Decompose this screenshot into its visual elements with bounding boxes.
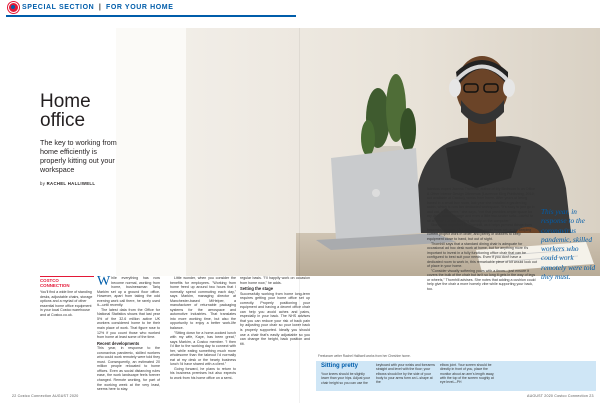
costco-connection-heading [40, 278, 70, 288]
body-paragraph: "Sitting down for a home-cooked lunch with my wife, Kaye, has been great," says Markim, a Costco member. "I then I'd like to the working day to connect with her, while eating something much more wholesome than the takeout I'd normally eat at my desk or the hearty business lunch I'd have shared with a client." [170, 330, 236, 367]
article-title [40, 92, 91, 130]
section-label: SPECIAL SECTION [22, 4, 95, 11]
body-paragraph: Going forward, he plans to return to his business premises but also expects to work from his home office on a semi- [170, 366, 236, 381]
byline [40, 181, 95, 186]
page-gutter [299, 28, 300, 403]
costco-logo-icon [8, 2, 19, 13]
body-paragraph: Successfully working from home long-term requires getting your home office set up correctly. Properly positioning your equipment and having a decent office chair can help you avoid aches and pains, especially in your back. The NHS advises that you can reduce your risk of back pain by adjusting your chair so your lower back is properly supported. Ideally you should use a chair that's easily adjustable so you can change the height, back position and tilt. [240, 291, 310, 346]
drop-cap: W [97, 274, 111, 289]
body-column-2 [170, 276, 236, 381]
sitting-pretty-col-2: keyboard with your wrists and forearms straight and level with the floor; your elbows should be by the side of your body to your arms form an L-shape at the [376, 363, 435, 385]
costco-connection-text: You'll find a wide line of standing desks, adjustable chairs, storage options and a myriad of other essential home office equipment in your local Costco warehouse and at Costco.co.uk. [40, 290, 93, 317]
byline-prefix: by [40, 181, 46, 186]
footer-left: 22 Costco Connection AUGUST 2020 [12, 394, 79, 398]
subhead-recent: Recent developments [97, 340, 140, 346]
body-paragraph: The latest data from the Office for National Statistics shows that last year 5% of the 32.6 million active UK workers considered home to be their main place of work. That figure rose to 12% if you count those who worked from home at least some of the time. [97, 307, 160, 340]
sitting-pretty-col-1: Your knees should be slightly lower than your hips. Adjust your chair height so you can use the [321, 372, 371, 385]
costco-connection-rule [40, 276, 94, 277]
right-column [427, 187, 537, 292]
subhead-setting: Setting the stage [240, 286, 273, 292]
byline-name: RACHEL HALLIWELL [46, 181, 96, 186]
header-rule [6, 15, 296, 17]
right-paragraph: Thornhill says that a standard dining chair is adequate for occasional ad hoc desk work at home, but for anything more it's important to invest in a fully functioning office chair that can be configured to best suit your needs. Even if you don't have a dedicated room to work in, this remarkable piece of kit would look out of place in your home. [427, 241, 537, 269]
sitting-pretty-col-3: elbow joint. Your screen should be directly in front of you, place the monitor about an arm's length away, with the top of the screen roughly at eye level—PH [440, 363, 495, 385]
section-topic: FOR YOUR HOME [105, 4, 174, 11]
right-paragraph: Interiors expert Joanna Thornhill, author of My Bedroom Is an Office & Other Interior Design Dilemmas (Laurence King Publishing, 2019; not available at Costco), works from home. After years of being based in a small box room, last year she installed a garden log cabin, which is now her dedicated workspace. "It's easy to just go in and out. A 15-metre," she says, "not that provides ample space for my desk, some storage and even a little two-seater sofa—useful to sit at when I'm not working directly on the computer." [427, 187, 536, 223]
body-column-1 [97, 276, 160, 392]
title-line-1: Home [40, 91, 91, 112]
footer-right: AUGUST 2020 Costco Connection 23 [527, 394, 594, 398]
cc-heading-line-2: CONNECTION [40, 283, 70, 288]
first-paragraph-text: hile everything has now become normal, working from home, businessman Tariq Markim set up a ground floor office. However, apart from taking the odd evening work call there, he rarely used it—until recently. [97, 276, 160, 308]
right-paragraph: Storage is important to Thornhill, as it helps prevent things from becoming chaotic. She has various paper trays set up for keeping current project work in order, and plenty of drawers to keep equipment close to hand, but out of sight. [427, 223, 532, 242]
sitting-pretty-title: Sitting pretty [321, 363, 358, 369]
pull-quote: This year, in response to the coronavirus pandemic, skilled workers who could work remotely were told they must. [541, 207, 596, 282]
section-header [22, 4, 174, 11]
body-paragraph: Little wonder, when you consider the benefits for employees. "Working from home freed up around two hours that I normally spend commuting each day," says Markim, managing director at Manchester-based MiHelper, a manufacturer of returnable packaging systems for the aerospace and automotive industries. That translates into more working time, but also the opportunity to enjoy a better work-life balance. [170, 276, 236, 331]
article-deck: The key to working from home efficiently is properly kitting out your workspace [40, 138, 117, 174]
photo-credit: Freelancer writer Rachel Halliwell works from her Cheshire home. [318, 354, 411, 358]
section-separator: | [98, 4, 102, 11]
right-paragraph: "Consider visually softening yours with a throw—just ensure it covers the bulk of the chair but isn't so long it gets in the way of legs or wheels," Thornhill advises. She notes that adding a cushion could help give the chair a more homely vibe while supporting your back, too. [427, 268, 536, 292]
body-paragraph: regular basis. "I'll happily work on occasion from home now," he adds. [240, 276, 310, 285]
title-line-2: office [40, 110, 86, 131]
body-paragraph: This year, in response to the coronavirus pandemic, skilled workers who could work remotely were told they must. Consequently, an estimated 20 million people relocated to home offices. Even as social distancing rules ease, the work landscape feels forever changed. Remote working, for part of the working week at the very least, seems here to stay. [97, 346, 160, 392]
body-paragraph [97, 276, 160, 308]
cc-heading-line-1: COSTCO [40, 278, 59, 283]
